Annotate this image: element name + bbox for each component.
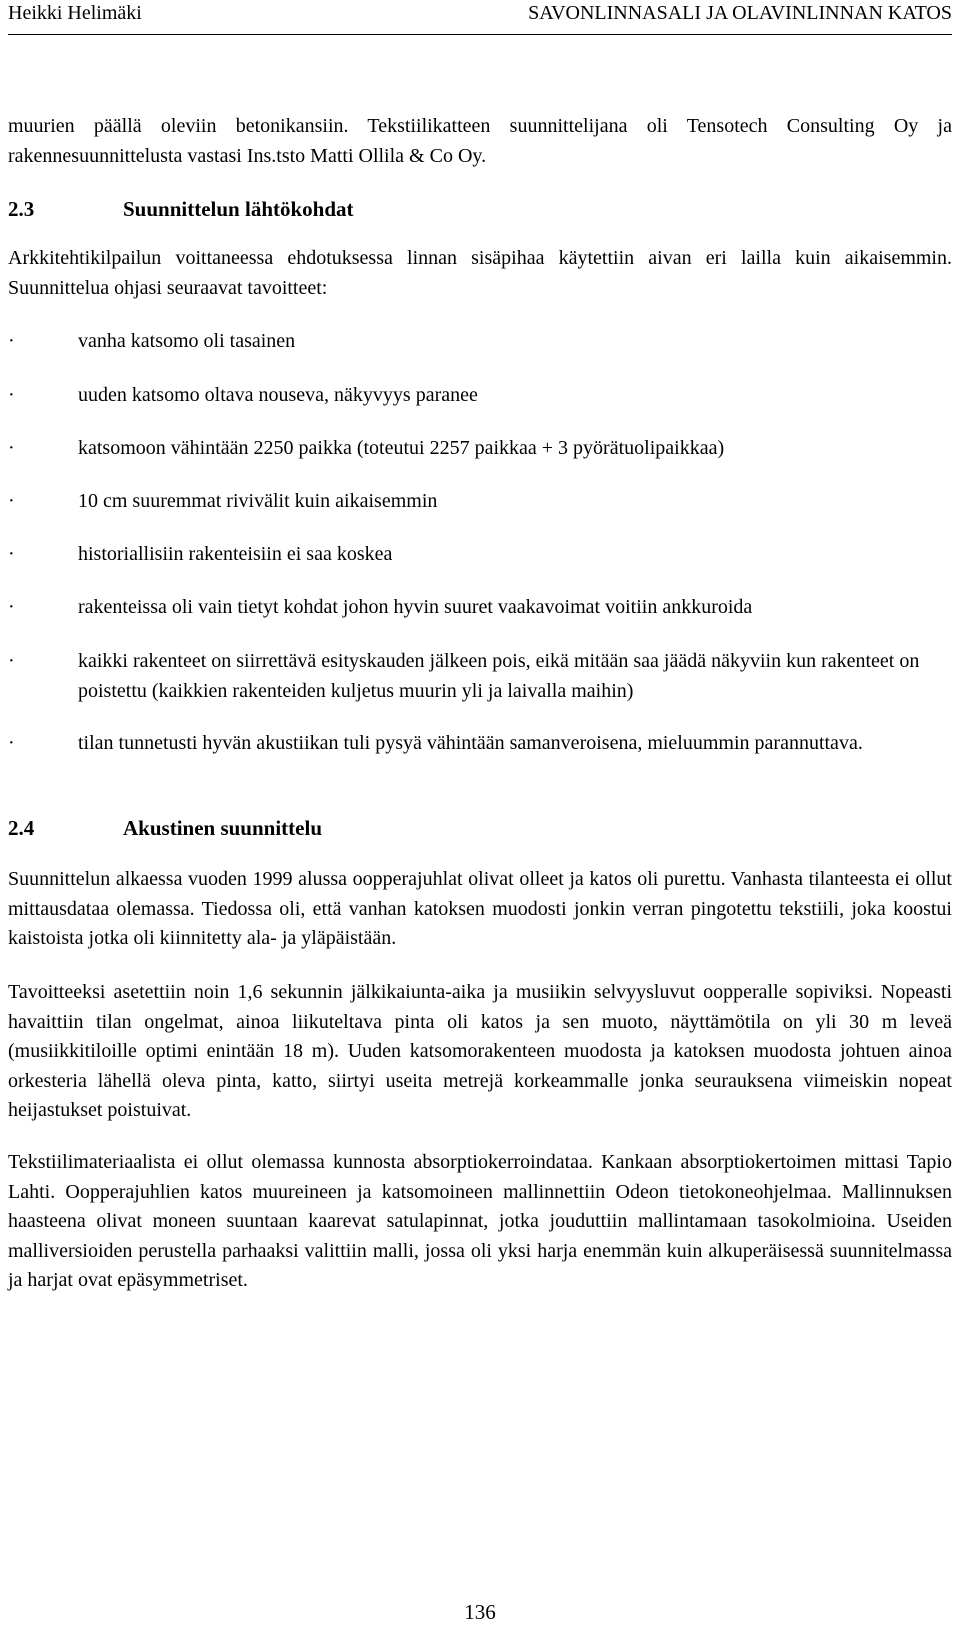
running-header	[8, 0, 952, 35]
list-item-text: historiallisiin rakenteisiin ei saa koskea	[78, 543, 393, 565]
list-item-text: tilan tunnetusti hyvän akustiikan tuli pysyä vähintään samanveroisena, mieluummin parannuttava.	[78, 732, 863, 754]
bullet-marker: ·	[8, 437, 15, 459]
list-item-text: kaikki rakenteet on siirrettävä esityskauden jälkeen pois, eikä mitään saa jäädä näkyviin kun rakenteet on poistettu (kaikkien rakenteiden kuljetus muurin yli ja laivalla maihin)	[78, 650, 920, 702]
section-2-4-paragraph: Suunnittelun alkaessa vuoden 1999 alussa oopperajuhlat olivat olleet ja katos oli purettu. Vanhasta tilanteesta ei ollut mittausdataa olemassa. Tiedossa oli, että vanhan katoksen muodosti jonkin verran pingotettu tekstiili, joka koostui kaistoista jotka oli kiinnitetty ala- ja yläpäistään.	[8, 868, 952, 949]
section-2-4-paragraph: Tavoitteeksi asetettiin noin 1,6 sekunnin jälkikaiunta-aika ja musiikin selvyysluvut oopperalle sopiviksi. Nopeasti havaittiin tilan ongelmat, ainoa liikuteltava pinta oli katos ja sen muoto, näyttämötila on yli 30 m leveä (musiikkitiloille optimi enintään 18 m). Uuden katsomorakenteen muodosta ja katoksen muodosta johtuen ainoa orkesteria lähellä oleva pinta, katto, siirtyi useita metrejä korkeammalle jonka seurauksena viimeiskin nopeat heijastukset poistuivat.	[8, 981, 952, 1121]
list-item-text: katsomoon vähintään 2250 paikka (toteutui 2257 paikkaa + 3 pyörätuolipaikkaa)	[78, 437, 725, 459]
list-item-text: 10 cm suuremmat rivivälit kuin aikaisemmin	[78, 490, 438, 512]
list-item-text: vanha katsomo oli tasainen	[78, 330, 296, 352]
list-item-text: rakenteissa oli vain tietyt kohdat johon hyvin suuret vaakavoimat voitiin ankkuroida	[78, 596, 753, 618]
section-2-3-paragraph: Arkkitehtikilpailun voittaneessa ehdotuksessa linnan sisäpihaa käytettiin aivan eri lailla kuin aikaisemmin. Suunnittelua ohjasi seuraavat tavoitteet:	[8, 247, 952, 299]
bullet-marker: ·	[8, 650, 15, 672]
bullet-marker: ·	[8, 543, 15, 565]
bullet-marker: ·	[8, 732, 15, 754]
section-title: Suunnittelun lähtökohdat	[123, 197, 354, 221]
header-author: Heikki Helimäki	[8, 2, 142, 24]
section-number: 2.3	[8, 197, 35, 221]
bullet-marker: ·	[8, 384, 15, 406]
section-heading-2-3	[8, 195, 354, 223]
intro-paragraph: muurien päällä oleviin betonikansiin. Tekstiilikatteen suunnittelijana oli Tensotech Consulting Oy ja rakennesuunnittelusta vastasi Ins.tsto Matti Ollila & Co Oy.	[8, 115, 952, 167]
section-title: Akustinen suunnittelu	[123, 816, 322, 840]
section-number: 2.4	[8, 816, 35, 840]
bullet-marker: ·	[8, 596, 15, 618]
section-heading-2-4	[8, 814, 322, 842]
section-2-4-paragraph: Tekstiilimateriaalista ei ollut olemassa kunnosta absorptiokerroindataa. Kankaan absorptiokertoimen mittasi Tapio Lahti. Oopperajuhlien katos muureineen ja katsomoineen mallinnettiin Odeon tietokoneohjelmaa. Mallinnuksen haasteena olivat moneen suuntaan kaarevat satulapinnat, jotka jouduttiin mallintamaan tasokolmioina. Useiden malliversioiden perustella parhaaksi valittiin malli, jossa oli yksi harja enemmän kuin alkuperäisessä suunnitelmassa ja harjat ovat epäsymmetriset.	[8, 1151, 952, 1291]
header-title: SAVONLINNASALI JA OLAVINLINNAN KATOS	[528, 2, 952, 24]
bullet-marker: ·	[8, 330, 15, 352]
page-number: 136	[464, 1600, 496, 1624]
bullet-marker: ·	[8, 490, 15, 512]
list-item-text: uuden katsomo oltava nouseva, näkyvyys paranee	[78, 384, 478, 406]
